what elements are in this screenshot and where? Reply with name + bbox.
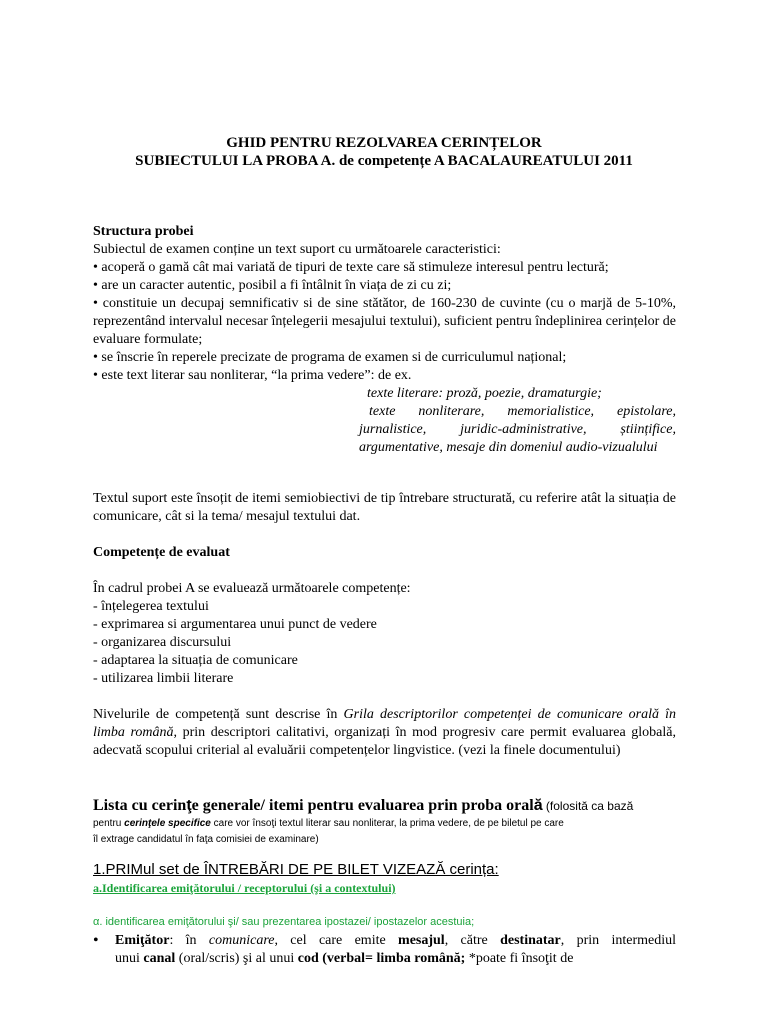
lista-heading-a: Lista cu cerin bbox=[93, 797, 187, 814]
text-suport-paragraph: Textul suport este însoțit de itemi semiobiectivi de tip întrebare structurată, cu referire atât la situația de comunicare, cât si la tema/ mesajul textului dat. bbox=[93, 491, 676, 524]
niveluri-text-b: , prin descriptori calitativi, organizați în mod progresiv care permit evaluarea globală, adecvată scopului criterial al evaluării competențelor lingvistice. (vezi la finele documentului) bbox=[93, 725, 677, 758]
competenta-item: - adaptarea la situația de comunicare bbox=[93, 653, 298, 668]
lista-heading-note: (folosită ca bază bbox=[542, 799, 634, 813]
structura-bullet-3: • constituie un decupaj semnificativ si de sine stătător, de 160-230 de cuvinte (cu o marjă de 5-10%, reprezentând intervalul necesar înțelegerii mesajului textului), suficient pentru îndeplinirea cerințelor de evaluare formulate; bbox=[93, 296, 676, 347]
niveluri-paragraph bbox=[93, 706, 676, 760]
niveluri-text-a: Nivelurile de competență sunt descrise în bbox=[93, 707, 344, 722]
grila-descriptorilor-reference: Grila descriptorilor competenței de comunicare orală în limba română bbox=[93, 707, 676, 740]
emitator-text: , către bbox=[444, 933, 501, 948]
lista-heading-c: e generale/ itemi pentru evaluarea prin proba oral bbox=[191, 797, 534, 814]
emitator-text: unui bbox=[115, 951, 144, 966]
emitator-text: , prin intermediul bbox=[560, 933, 677, 948]
mesajul-term: mesajul bbox=[398, 933, 445, 948]
emitator-text: (oral/scris) şi al unui bbox=[175, 951, 298, 966]
structura-bullet-4: • se înscrie în reperele precizate de programa de examen si de curriculumul național; bbox=[93, 350, 567, 365]
lista-heading-d: ă bbox=[533, 797, 543, 814]
competente-intro: În cadrul probei A se evaluează următoarele competențe: bbox=[93, 581, 411, 596]
texte-literare-example: texte literare: proză, poezie, dramaturgie; bbox=[367, 386, 602, 401]
lista-note-a: pentru bbox=[93, 818, 125, 829]
emitator-text: , cel care emite bbox=[274, 933, 399, 948]
cod-term: cod (verbal= limba română; bbox=[297, 951, 466, 966]
document-title-line-2: SUBIECTULUI LA PROBA A. de competențe A BACALAUREATULUI 2011 bbox=[135, 153, 633, 169]
emitator-text: *poate fi însoţit de bbox=[465, 951, 574, 966]
structura-bullet-2: • are un caracter autentic, posibil a fi întâlnit în viața de zi cu zi; bbox=[93, 278, 452, 293]
emitator-bullet-line-1 bbox=[93, 932, 677, 950]
texte-nonliterare-example: texte nonliterare, memorialistice, epistolare, jurnalistice, juridic-administrative, științifice, argumentative, mesaje din domeniul audio-vizualului bbox=[359, 404, 676, 455]
structura-intro: Subiectul de examen conține un text suport cu următoarele caracteristici: bbox=[93, 242, 501, 257]
lista-note-c: care vor însoţi textul literar sau nonliterar, la prima vedere, de pe biletul pe care bbox=[210, 818, 564, 829]
lista-heading-line bbox=[93, 796, 676, 817]
competenta-item: - utilizarea limbii literare bbox=[93, 671, 234, 686]
competenta-item: - exprimarea si argumentarea unui punct de vedere bbox=[93, 617, 377, 632]
canal-term: canal bbox=[143, 951, 176, 966]
section-heading-competente: Competențe de evaluat bbox=[93, 545, 230, 560]
comunicare-term: comunicare bbox=[208, 933, 275, 948]
cerintele-specifice-label: cerinţele specifice bbox=[124, 818, 211, 829]
set1-subheading-link[interactable]: a.Identificarea emiţătorului / receptorului (şi a contextului) bbox=[93, 881, 396, 895]
structura-bullet-1: • acoperă o gamă cât mai variată de tipuri de texte care să stimuleze interesul pentru lectură; bbox=[93, 260, 609, 275]
lista-note-line-1 bbox=[93, 816, 676, 832]
bullet-icon: • bbox=[93, 932, 99, 949]
competenta-item: - înțelegerea textului bbox=[93, 599, 209, 614]
emitator-term: Emiţător bbox=[115, 933, 170, 948]
set1-alpha-item: α. identificarea emiţătorului şi/ sau prezentarea ipostazei/ ipostazelor acestuia; bbox=[93, 916, 475, 928]
lista-heading-b: ţ bbox=[186, 797, 192, 814]
lista-note-line-2: îl extrage candidatul în faţa comisiei de examinare) bbox=[93, 834, 319, 845]
document-title-line-1: GHID PENTRU REZOLVAREA CERINȚELOR bbox=[226, 135, 542, 151]
set1-heading: 1.PRIMul set de ÎNTREBĂRI DE PE BILET VIZEAZĂ cerința: bbox=[93, 861, 499, 878]
competenta-item: - organizarea discursului bbox=[93, 635, 232, 650]
emitator-text: : în bbox=[169, 933, 209, 948]
emitator-bullet-line-2 bbox=[115, 950, 676, 968]
destinatar-term: destinatar bbox=[500, 933, 561, 948]
section-heading-structura: Structura probei bbox=[93, 224, 194, 239]
structura-bullet-5: • este text literar sau nonliterar, “la prima vedere”: de ex. bbox=[93, 368, 412, 383]
